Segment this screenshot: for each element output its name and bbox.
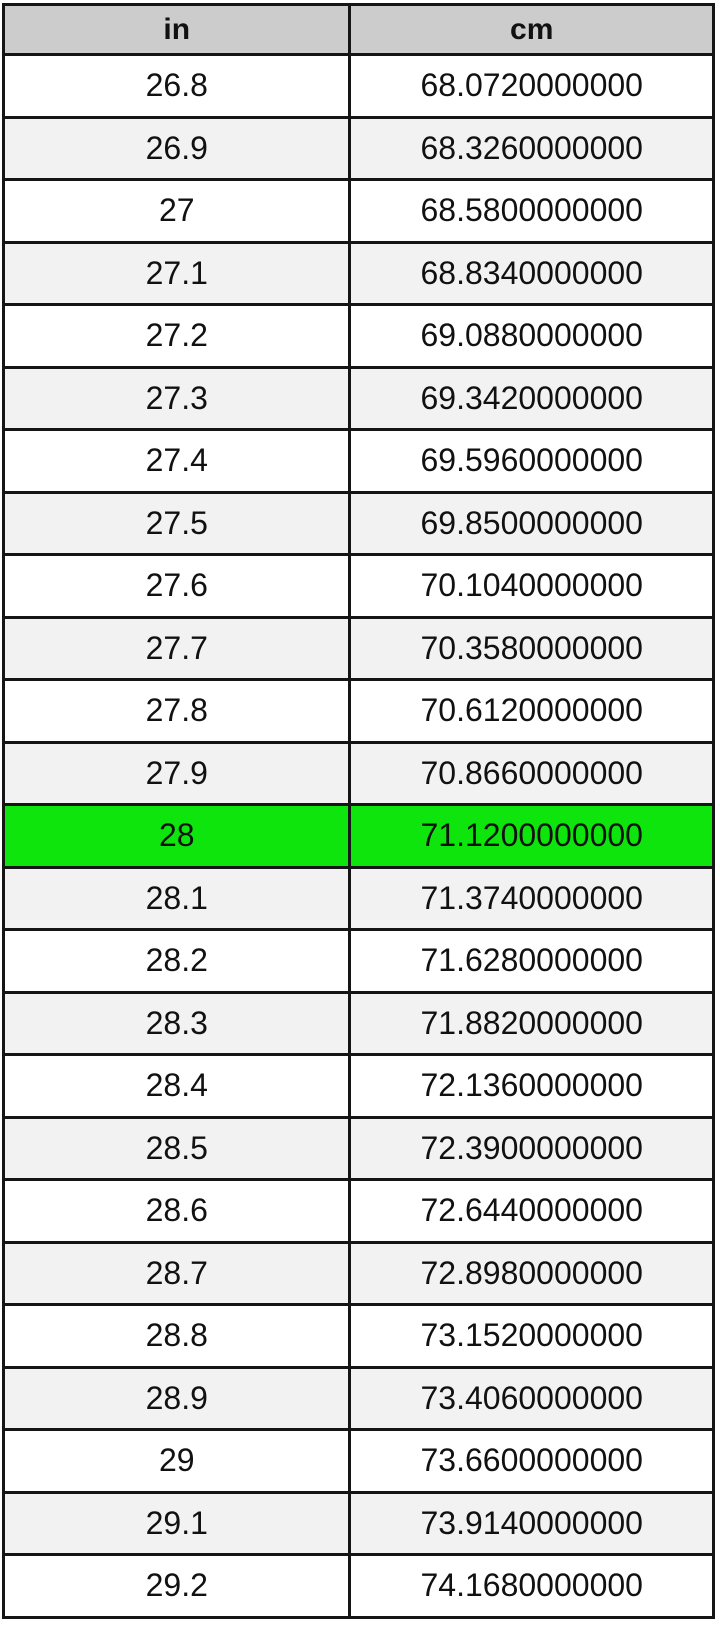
table-row — [4, 1305, 714, 1368]
table-row — [4, 992, 714, 1055]
in-cell: 28.8 — [4, 1305, 350, 1368]
cm-cell: 72.3900000000 — [350, 1117, 714, 1180]
in-cell: 26.8 — [4, 55, 350, 118]
table-row — [4, 555, 714, 618]
table-row — [4, 742, 714, 805]
in-cell: 27.6 — [4, 555, 350, 618]
in-cell: 29.2 — [4, 1555, 350, 1618]
in-cell: 28.9 — [4, 1367, 350, 1430]
cm-cell: 71.3740000000 — [350, 867, 714, 930]
cm-cell: 73.4060000000 — [350, 1367, 714, 1430]
in-cell: 27 — [4, 180, 350, 243]
table-row — [4, 180, 714, 243]
cm-cell: 72.6440000000 — [350, 1180, 714, 1243]
cm-cell: 73.9140000000 — [350, 1492, 714, 1555]
table-row — [4, 930, 714, 993]
cm-cell: 72.8980000000 — [350, 1242, 714, 1305]
table-row — [4, 1555, 714, 1618]
cm-cell: 74.1680000000 — [350, 1555, 714, 1618]
in-cell: 27.2 — [4, 305, 350, 368]
table-row — [4, 867, 714, 930]
table-row — [4, 1117, 714, 1180]
cm-cell: 72.1360000000 — [350, 1055, 714, 1118]
cm-cell: 68.8340000000 — [350, 242, 714, 305]
header-row — [4, 5, 714, 55]
table-row — [4, 680, 714, 743]
cm-cell: 71.1200000000 — [350, 805, 714, 868]
in-cell: 29 — [4, 1430, 350, 1493]
in-cell: 27.5 — [4, 492, 350, 555]
in-cell: 27.8 — [4, 680, 350, 743]
table-row — [4, 1367, 714, 1430]
in-cell: 27.9 — [4, 742, 350, 805]
cm-cell: 69.0880000000 — [350, 305, 714, 368]
in-cell: 28.5 — [4, 1117, 350, 1180]
table-row — [4, 492, 714, 555]
in-cell: 27.1 — [4, 242, 350, 305]
in-cell: 29.1 — [4, 1492, 350, 1555]
in-cell: 28.2 — [4, 930, 350, 993]
in-cell: 26.9 — [4, 117, 350, 180]
cm-cell: 68.0720000000 — [350, 55, 714, 118]
in-cell: 28.6 — [4, 1180, 350, 1243]
cm-cell: 70.6120000000 — [350, 680, 714, 743]
cm-cell: 70.8660000000 — [350, 742, 714, 805]
column-header-cm: cm — [350, 5, 714, 55]
in-cell: 28.1 — [4, 867, 350, 930]
cm-cell: 73.6600000000 — [350, 1430, 714, 1493]
table-row — [4, 242, 714, 305]
cm-cell: 73.1520000000 — [350, 1305, 714, 1368]
table-row — [4, 1492, 714, 1555]
cm-cell: 68.3260000000 — [350, 117, 714, 180]
table-row — [4, 1180, 714, 1243]
in-cell: 28.7 — [4, 1242, 350, 1305]
cm-cell: 70.3580000000 — [350, 617, 714, 680]
conversion-table-body — [4, 55, 714, 1618]
table-row — [4, 367, 714, 430]
cm-cell: 71.6280000000 — [350, 930, 714, 993]
column-header-in: in — [4, 5, 350, 55]
table-row — [4, 617, 714, 680]
table-row — [4, 55, 714, 118]
table-row-highlighted — [4, 805, 714, 868]
in-cell: 28.3 — [4, 992, 350, 1055]
cm-cell: 69.8500000000 — [350, 492, 714, 555]
in-cell: 28 — [4, 805, 350, 868]
table-row — [4, 1055, 714, 1118]
in-cell: 27.7 — [4, 617, 350, 680]
cm-cell: 70.1040000000 — [350, 555, 714, 618]
table-header — [4, 5, 714, 55]
in-cell: 28.4 — [4, 1055, 350, 1118]
table-row — [4, 1430, 714, 1493]
in-cell: 27.3 — [4, 367, 350, 430]
cm-cell: 71.8820000000 — [350, 992, 714, 1055]
table-row — [4, 117, 714, 180]
conversion-table — [2, 3, 715, 1619]
in-cell: 27.4 — [4, 430, 350, 493]
table-row — [4, 430, 714, 493]
table-row — [4, 1242, 714, 1305]
table-row — [4, 305, 714, 368]
cm-cell: 68.5800000000 — [350, 180, 714, 243]
cm-cell: 69.5960000000 — [350, 430, 714, 493]
cm-cell: 69.3420000000 — [350, 367, 714, 430]
